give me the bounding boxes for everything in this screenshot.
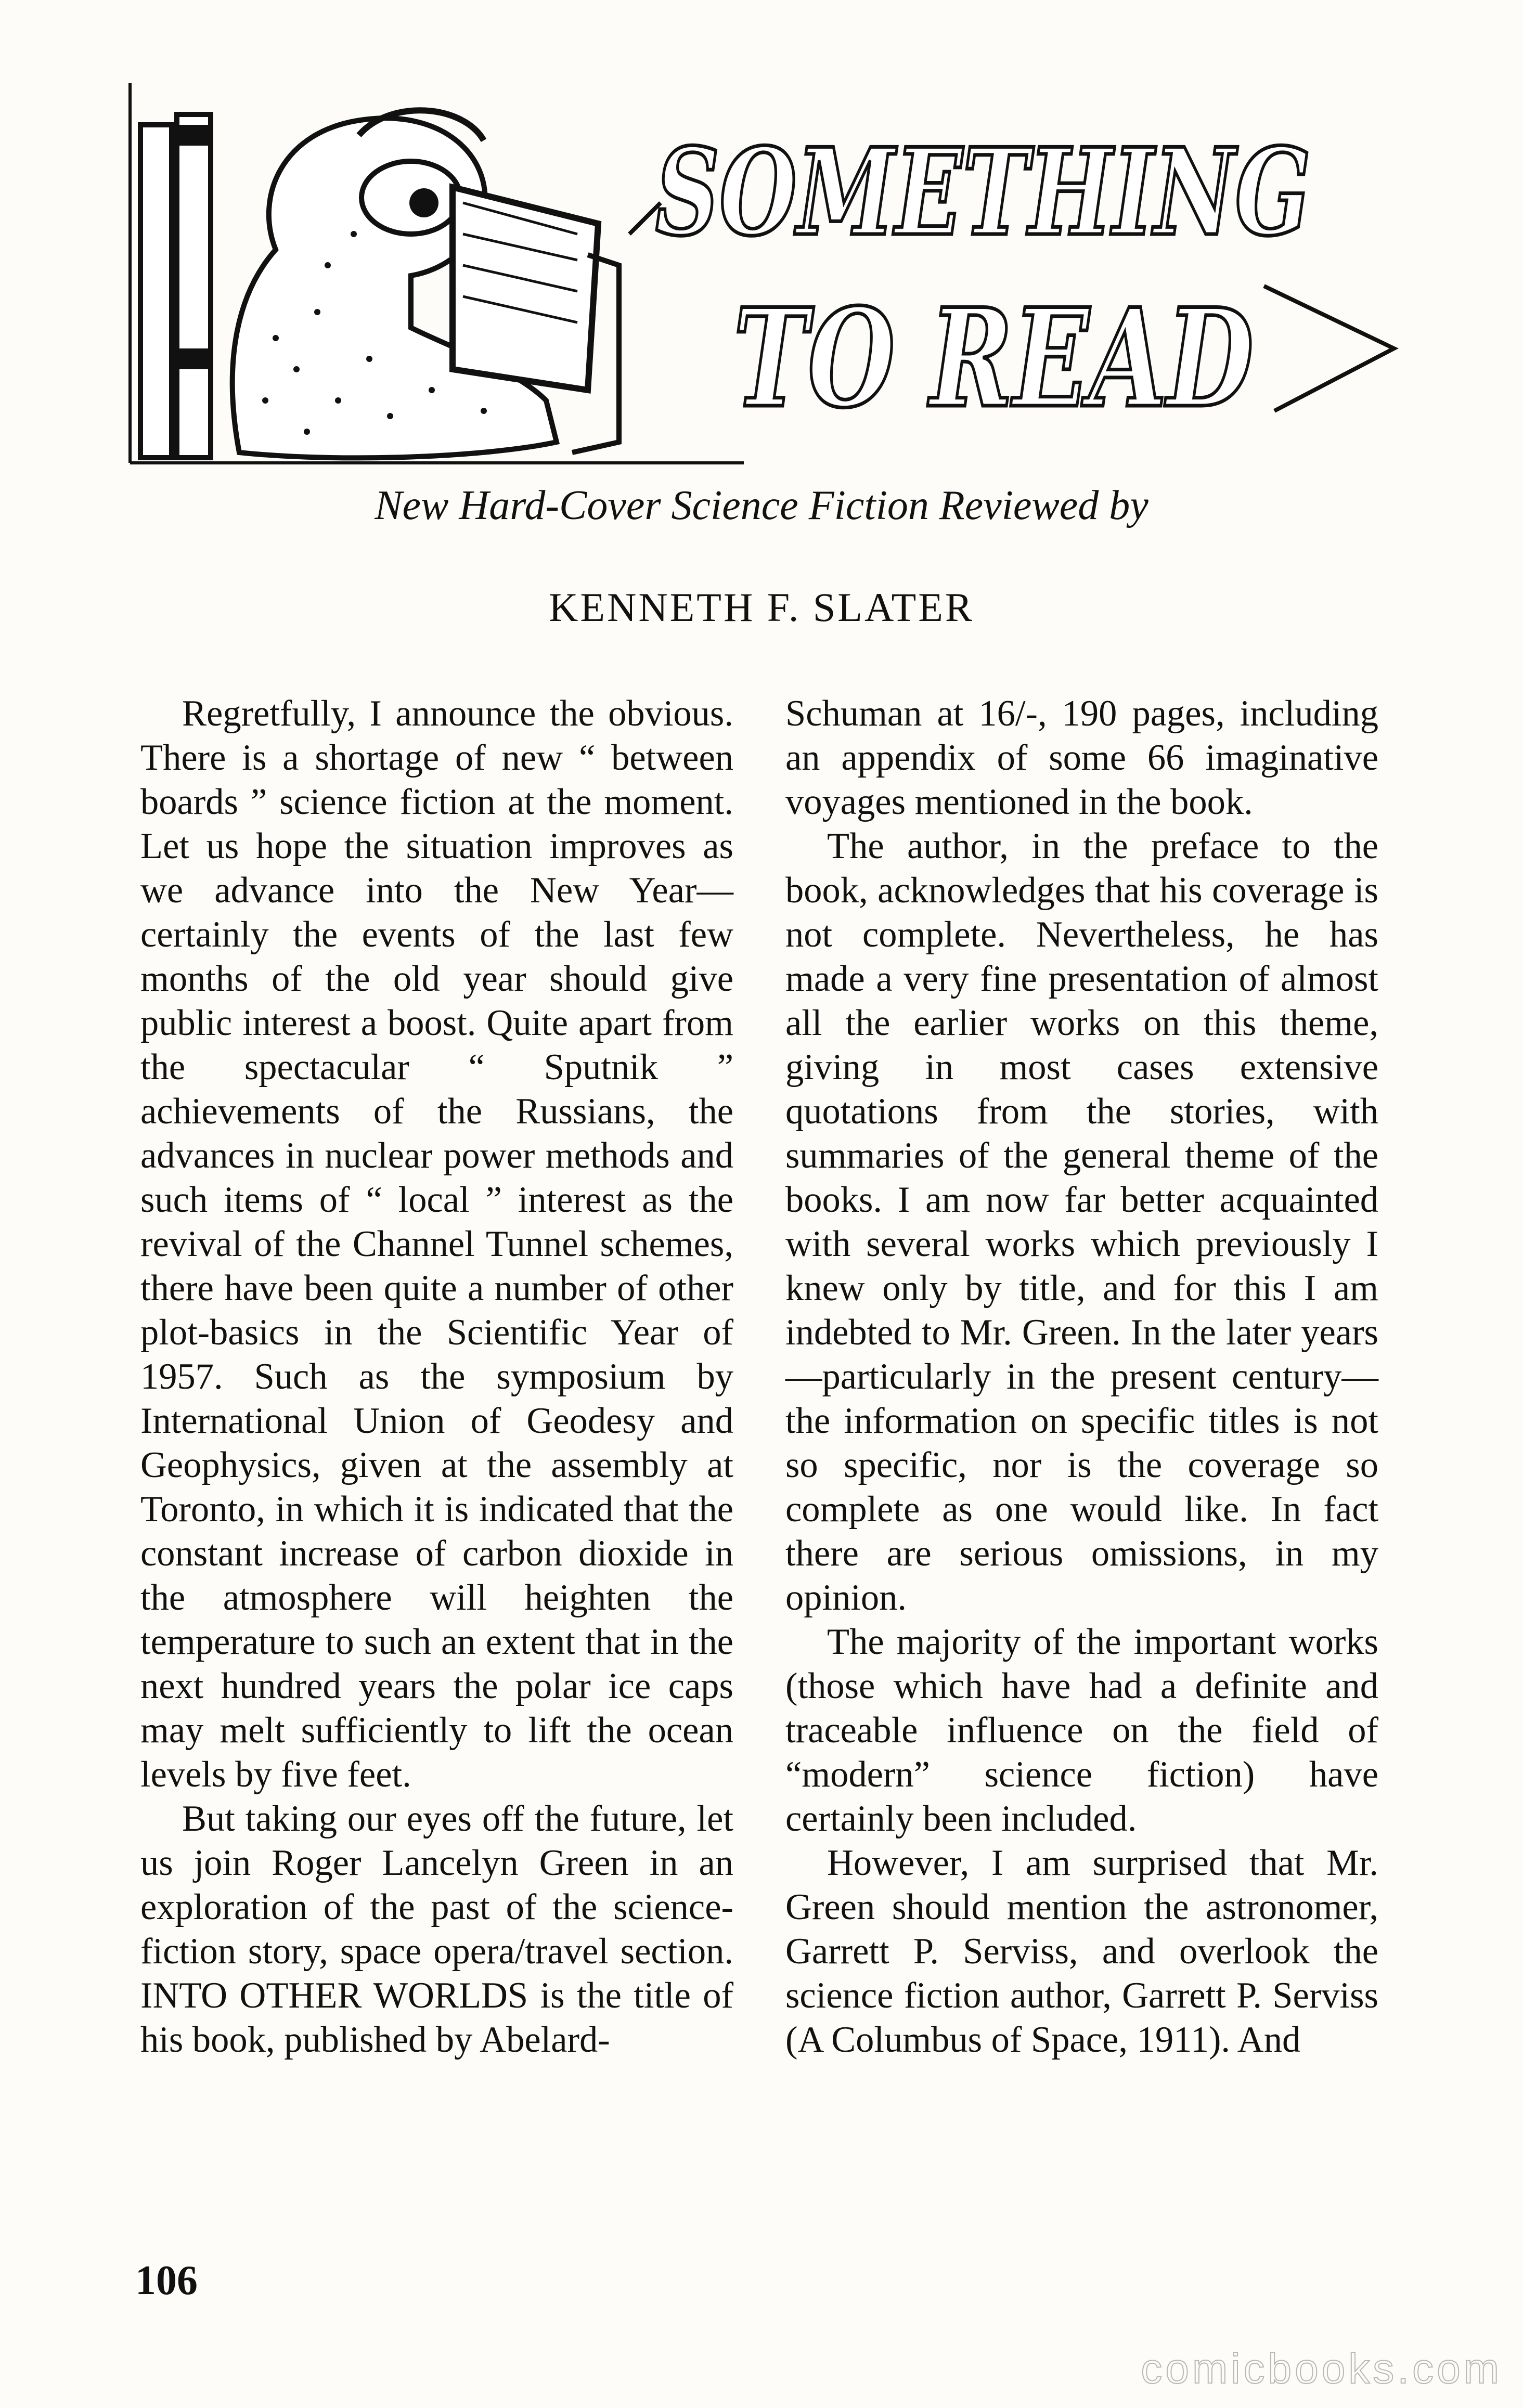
svg-text:TO READ: TO READ	[733, 279, 1255, 438]
page-number: 106	[135, 2258, 198, 2303]
book-spines-icon	[140, 114, 211, 458]
header-title-lettering	[655, 122, 1311, 438]
paragraph: But taking our eyes off the future, let us join Roger Lancelyn Green in an exploration of the past of the science-fiction story, space opera/travel section. INTO OTHER WORLDS is the title of his book, published by Abelard-	[140, 1798, 733, 2060]
subtitle: New Hard-Cover Science Fiction Reviewed by	[375, 483, 1148, 528]
paragraph: However, I am surprised that Mr. Green should mention the astronomer, Garrett P. Serviss, and overlook the science fiction author, Garrett P. Serviss (A Columbus of Space, 1911). And	[785, 1843, 1378, 2060]
paragraph: Regretfully, I announce the obvious. There is a shortage of new “ between boards ” science fiction at the moment. Let us hope the situation improves as we advance into the New Year—certainly the events of the last few months of the old year should give public interest a boost. Quite apart from the spectacular “ Sputnik ” achievements of the Russians, the advances in nuclear power methods and such items of “ local ” interest as the revival of the Channel Tunnel schemes, there have been quite a number of other plot-basics in the Scientific Year of 1957. Such as the symposium by International Union of Geodesy and Geophysics, given at the assembly at Toronto, in which it is indicated that the constant increase of carbon dioxide in the atmosphere will heighten the temperature to such an extent that in the next hundred years the polar ice caps may melt sufficiently to lift the ocean levels by five feet.	[140, 693, 733, 1795]
paragraph: Schuman at 16/-, 190 pages, including an appendix of some 66 imaginative voyages mentioned in the book.	[785, 693, 1378, 822]
header-illustration	[120, 78, 1399, 473]
paragraph: The majority of the important works (those which have had a definite and traceable influence on the field of “modern” science fiction) have certainly been included.	[785, 1622, 1378, 1839]
svg-text:SOMETHING: SOMETHING	[655, 122, 1311, 263]
watermark: comicbooks.com	[1141, 2345, 1502, 2392]
paragraph: The author, in the preface to the book, acknowledges that his coverage is not complete. Nevertheless, he has made a very fine presentation of almost all the earlier works on this theme, giving in most cases extensive quotations from the stories, with summaries of the general theme of the books. I am now far better acquainted with several works which previously I knew only by title, and for this I am indebted to Mr. Green. In the later years —particularly in the present century—the information on specific titles is not so specific, nor is the coverage so complete as one would like. In fact there are serious omissions, in my opinion.	[785, 826, 1378, 1618]
author-byline: KENNETH F. SLATER	[549, 585, 974, 630]
left-column	[140, 692, 733, 2062]
right-column	[785, 692, 1378, 2062]
